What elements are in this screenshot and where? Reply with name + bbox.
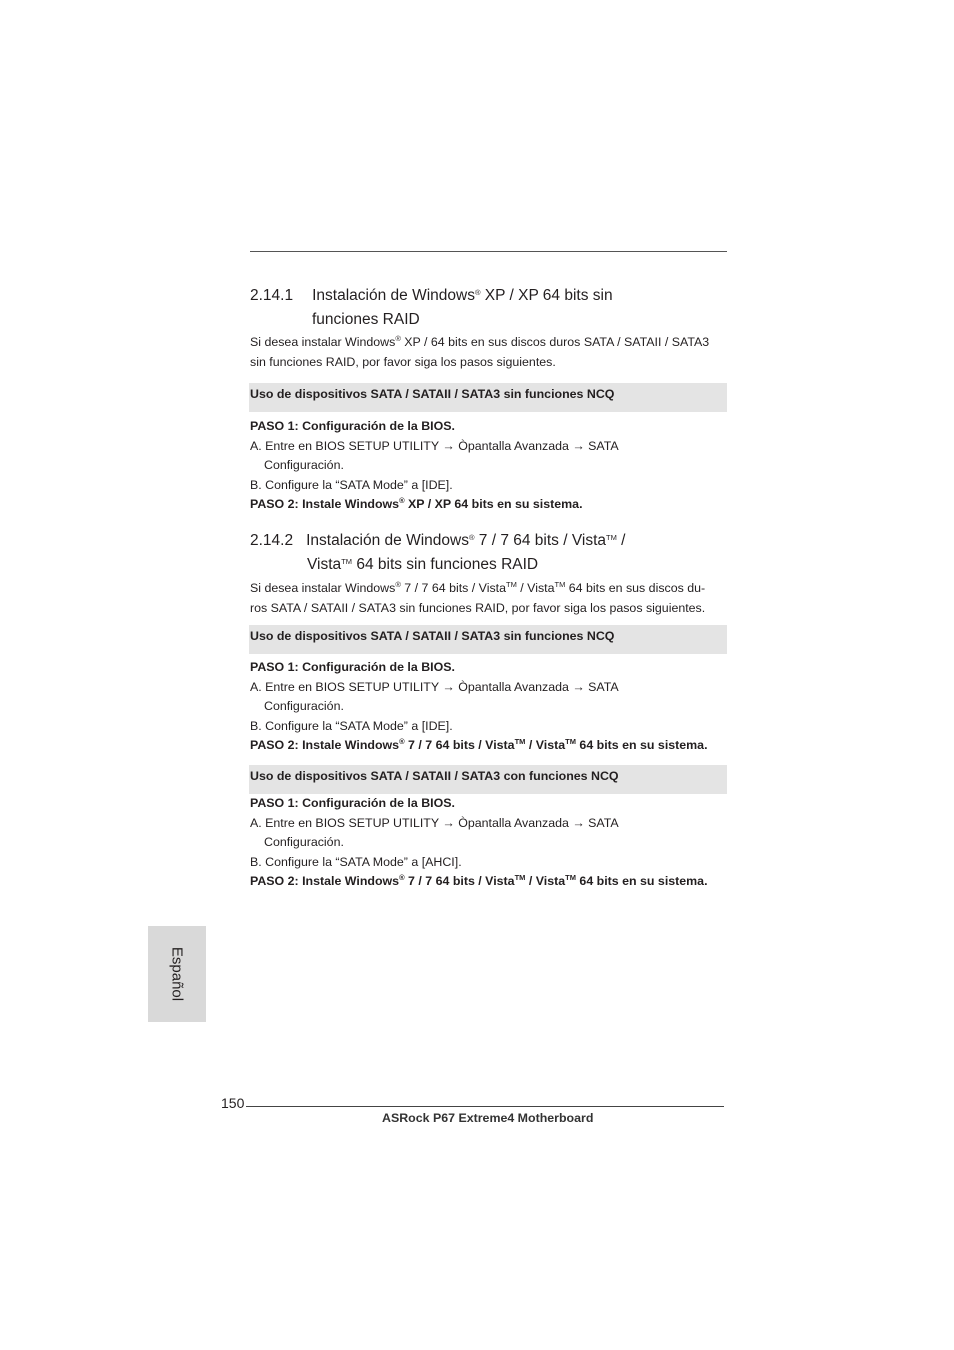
steps-2: PASO 1: Configuración de la BIOS. A. Entre en BIOS SETUP UTILITY → Òpantalla Avanzada → SATA Configuración. B. Configure la “SATA Mode” a [IDE]. PASO 2: Instale Windows® 7 / 7 64 bits / Vista™ / Vista™ 64 bits en su sistema. (250, 658, 708, 756)
step-a: A. Entre en BIOS SETUP UTILITY → Òpantalla Avanzada → SATA (250, 815, 619, 830)
step-b: B. Configure la “SATA Mode” a [IDE]. (250, 718, 453, 733)
section-number: 2.14.2 (250, 532, 294, 549)
ncq-bar-2: Uso de dispositivos SATA / SATAII / SATA3 sin funciones NCQ (249, 625, 727, 654)
section-number: 2.14.1 (250, 287, 294, 304)
ncq-bar-1: Uso de dispositivos SATA / SATAII / SATA3 sin funciones NCQ (249, 383, 727, 412)
language-side-tab (148, 926, 206, 1022)
intro-paragraph-2: Si desea instalar Windows® 7 / 7 64 bits / Vista™ / Vista™ 64 bits en sus discos du- ros SATA / SATAII / SATA3 sin funciones RAID, por favor siga los pasos siguientes. (250, 580, 706, 615)
step-1-title: PASO 1: Configuración de la BIOS. (250, 419, 455, 433)
top-divider (250, 251, 727, 252)
step-1-title: PASO 1: Configuración de la BIOS. (250, 796, 455, 810)
step-b: B. Configure la “SATA Mode” a [AHCI]. (250, 854, 462, 869)
step-a: A. Entre en BIOS SETUP UTILITY → Òpantalla Avanzada → SATA (250, 679, 619, 694)
step-b: B. Configure la “SATA Mode” a [IDE]. (250, 477, 453, 492)
intro-paragraph-1: Si desea instalar Windows® XP / 64 bits en sus discos duros SATA / SATAII / SATA3 sin funciones RAID, por favor siga los pasos siguientes. (250, 334, 710, 369)
ncq-bar-3: Uso de dispositivos SATA / SATAII / SATA3 con funciones NCQ (249, 765, 727, 794)
section-heading-2-14-2-line2: Vista™ 64 bits sin funciones RAID (307, 556, 539, 573)
section-heading-2-14-1-line2: funciones RAID (312, 311, 420, 328)
steps-3: PASO 1: Configuración de la BIOS. A. Entre en BIOS SETUP UTILITY → Òpantalla Avanzada → SATA Configuración. B. Configure la “SATA Mode” a [AHCI]. PASO 2: Instale Windows® 7 / 7 64 bits / Vista™ / Vista™ 64 bits en su sistema. (250, 794, 708, 892)
page-number: 150 (221, 1095, 245, 1111)
steps-1: PASO 1: Configuración de la BIOS. A. Entre en BIOS SETUP UTILITY → Òpantalla Avanzada → SATA Configuración. B. Configure la “SATA Mode” a [IDE]. PASO 2: Instale Windows® XP / XP 64 bits en su sistema. (250, 417, 619, 515)
section-heading-2-14-2: 2.14.2 Instalación de Windows® 7 / 7 64 bits / Vista™ / (250, 529, 626, 553)
step-a: A. Entre en BIOS SETUP UTILITY → Òpantalla Avanzada → SATA (250, 438, 619, 453)
language-label: Español (168, 946, 186, 1002)
section-heading-2-14-1: 2.14.1 Instalación de Windows® XP / XP 64 bits sin (250, 284, 613, 308)
step-2-title: PASO 2: Instale Windows® XP / XP 64 bits en su sistema. (250, 496, 583, 511)
footer-divider (246, 1106, 724, 1107)
step-2-title: PASO 2: Instale Windows® 7 / 7 64 bits / Vista™ / Vista™ 64 bits en su sistema. (250, 737, 708, 752)
step-2-title: PASO 2: Instale Windows® 7 / 7 64 bits / Vista™ / Vista™ 64 bits en su sistema. (250, 873, 708, 888)
step-1-title: PASO 1: Configuración de la BIOS. (250, 660, 455, 674)
footer-product: ASRock P67 Extreme4 Motherboard (382, 1111, 594, 1125)
